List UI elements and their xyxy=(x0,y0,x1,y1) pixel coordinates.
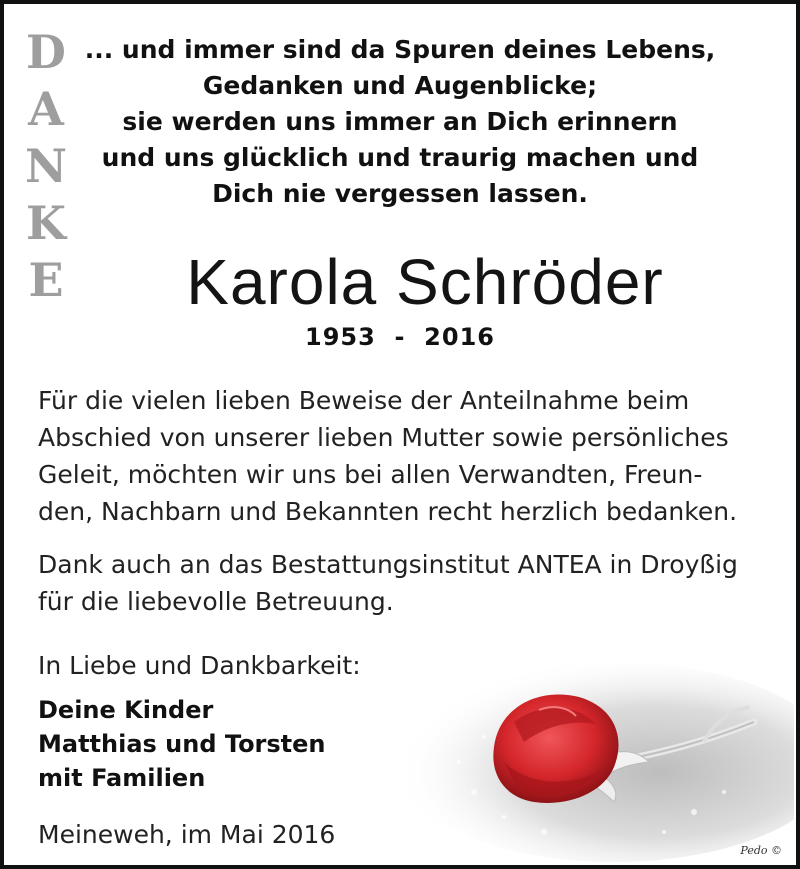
life-years: 1953 - 2016 xyxy=(305,323,495,351)
deceased-name: Karola Schröder xyxy=(186,246,664,318)
signer-line: Deine Kinder xyxy=(38,696,214,724)
poem-line: und uns glücklich und traurig machen und xyxy=(101,143,699,172)
poem xyxy=(74,32,726,212)
danke-letter: A xyxy=(28,82,64,136)
rose-illustration xyxy=(364,652,794,862)
image-credit: Pedo © xyxy=(740,844,782,857)
poem-line: Gedanken und Augenblicke; xyxy=(202,71,598,100)
danke-vertical-title xyxy=(24,24,68,309)
red-rose-image xyxy=(364,652,794,862)
signers xyxy=(38,693,326,795)
paragraph-line: für die liebevolle Betreuung. xyxy=(38,587,394,616)
closing-line: In Liebe und Dankbarkeit: xyxy=(38,651,361,680)
paragraph-line: Geleit, möchten wir uns bei allen Verwandten, Freun- xyxy=(38,460,703,489)
thanks-paragraph xyxy=(38,382,778,530)
danke-letter: K xyxy=(26,196,66,250)
poem-line: ... und immer sind da Spuren deines Lebens, xyxy=(84,35,716,64)
signer-line: Matthias und Torsten xyxy=(38,730,326,758)
funeral-home-paragraph xyxy=(38,546,778,620)
danke-letter: D xyxy=(26,25,66,79)
poem-line: sie werden uns immer an Dich erinnern xyxy=(122,107,678,136)
poem-line: Dich nie vergessen lassen. xyxy=(212,179,588,208)
paragraph-line: Für die vielen lieben Beweise der Anteilnahme beim xyxy=(38,386,690,415)
danke-letter: N xyxy=(24,139,68,193)
signer-line: mit Familien xyxy=(38,764,206,792)
paragraph-line: Abschied von unserer lieben Mutter sowie persönliches xyxy=(38,423,729,452)
place-date: Meineweh, im Mai 2016 xyxy=(38,820,336,849)
danke-letter: E xyxy=(28,253,64,307)
paragraph-line: Dank auch an das Bestattungsinstitut ANTEA in Droyßig xyxy=(38,550,738,579)
paragraph-line: den, Nachbarn und Bekannten recht herzlich bedanken. xyxy=(38,497,738,526)
